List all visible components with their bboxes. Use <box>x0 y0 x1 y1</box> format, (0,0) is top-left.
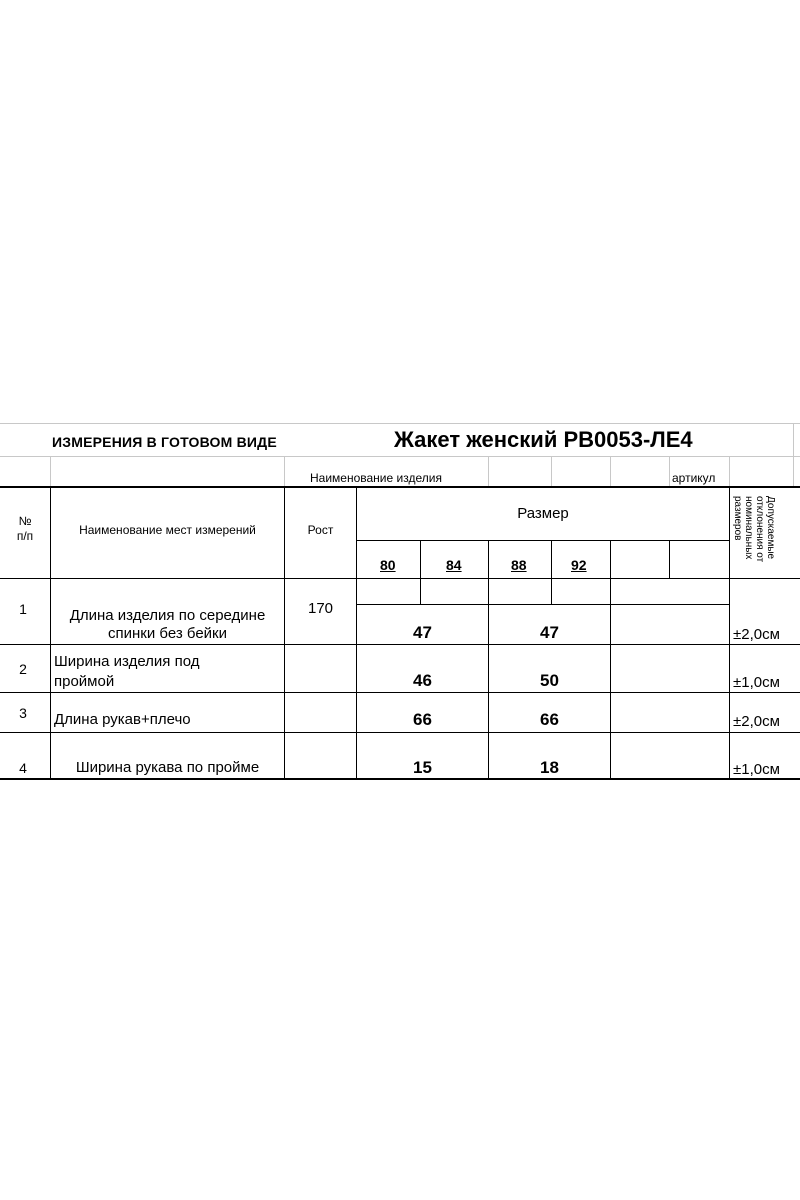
row-measure-name: Длина рукав+плечо <box>54 711 191 728</box>
gridline <box>669 456 670 486</box>
row-value-2: 66 <box>540 710 559 729</box>
gridline <box>284 456 285 486</box>
number-header-line2: п/п <box>16 529 34 543</box>
gridline <box>610 456 611 486</box>
border-line <box>0 692 800 693</box>
gridline <box>729 456 730 486</box>
gridline <box>50 456 51 486</box>
tolerance-header-line3: номинальных <box>743 496 754 560</box>
border-line <box>356 604 610 605</box>
gridline <box>793 423 794 486</box>
row-value-2: 47 <box>540 623 559 642</box>
row-tolerance: ±2,0см <box>733 713 780 730</box>
gridline <box>551 456 552 486</box>
row-number: 2 <box>19 661 27 677</box>
row-number: 1 <box>19 601 27 617</box>
header-left-label: ИЗМЕРЕНИЯ В ГОТОВОМ ВИДЕ <box>52 434 277 450</box>
row-value-1: 15 <box>413 758 432 777</box>
tolerance-header-line1: Допускаемые <box>765 496 776 560</box>
row-value-1: 46 <box>413 671 432 690</box>
tolerance-header <box>732 496 776 576</box>
border-line <box>0 778 800 780</box>
number-header-line1: № <box>18 514 32 528</box>
row-value-2: 50 <box>540 671 559 690</box>
gridline <box>0 423 800 424</box>
border-line <box>669 540 670 578</box>
border-line <box>0 644 800 645</box>
height-header: Рост <box>307 523 334 537</box>
size-header: Размер <box>517 505 569 522</box>
row-value-1: 47 <box>413 623 432 642</box>
size-88: 88 <box>511 557 527 573</box>
row-measure-name: спинки без бейки <box>108 625 227 642</box>
tolerance-header-line2: отклонения от <box>754 496 765 563</box>
border-line <box>356 540 729 541</box>
row-measure-name: Ширина рукава по пройме <box>75 759 260 776</box>
border-line <box>420 540 421 604</box>
tolerance-header-line4: размеров <box>732 496 743 541</box>
row-tolerance: ±2,0см <box>733 626 780 643</box>
border-line <box>610 540 611 780</box>
measure-name-header: Наименование мест измерений <box>79 523 256 537</box>
row-tolerance: ±1,0см <box>733 761 780 778</box>
border-line <box>0 732 800 733</box>
product-name-label: Наименование изделия <box>310 471 442 485</box>
row-measure-name: Длина изделия по середине <box>69 607 266 624</box>
border-line <box>488 540 489 780</box>
border-line <box>0 486 800 488</box>
row-value-2: 18 <box>540 758 559 777</box>
size-92: 92 <box>571 557 587 573</box>
border-line <box>729 486 730 780</box>
document-title: Жакет женский РВ0053-ЛЕ4 <box>394 427 693 452</box>
size-80: 80 <box>380 557 396 573</box>
size-84: 84 <box>446 557 462 573</box>
border-line <box>0 578 800 579</box>
border-line <box>551 540 552 604</box>
article-label: артикул <box>672 471 716 485</box>
row-number: 4 <box>19 760 27 776</box>
gridline <box>488 456 489 486</box>
row-measure-name: проймой <box>54 673 115 690</box>
height-value: 170 <box>307 600 334 617</box>
border-line <box>610 604 729 605</box>
gridline <box>0 456 800 457</box>
row-number: 3 <box>19 705 27 721</box>
measurement-table-sheet <box>0 418 800 780</box>
row-measure-name: Ширина изделия под <box>54 653 200 670</box>
row-value-1: 66 <box>413 710 432 729</box>
row-tolerance: ±1,0см <box>733 674 780 691</box>
